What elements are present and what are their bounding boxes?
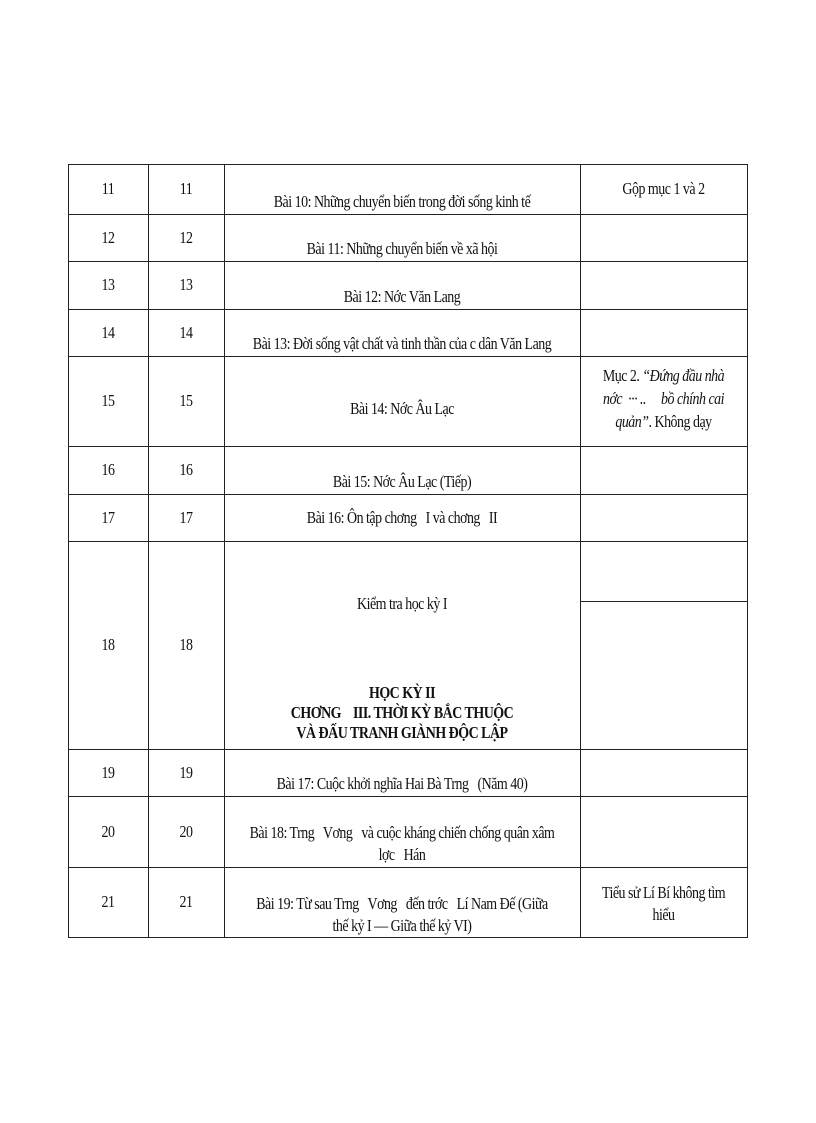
row-21-tiet: 21 [101, 892, 115, 911]
row-19-tuan: 19 [179, 762, 193, 782]
row-12-lesson: Bài 11: Những chuyển biến về xã hội [306, 239, 498, 258]
row-21-note [580, 882, 747, 926]
row-11-tiet: 11 [101, 179, 115, 198]
row-21-lesson-line1: Bài 19: Từ sau Trng Vơng đến trớc Lí Nam Đế (Giữa [256, 894, 548, 913]
row-15-tiet: 15 [101, 391, 115, 410]
row-12-tiet: 12 [101, 227, 115, 247]
row-17-tuan: 17 [179, 507, 193, 527]
table-rule [747, 164, 748, 938]
table-rule [580, 164, 581, 938]
row-13-lesson: Bài 12: Nớc Văn Lang [343, 287, 461, 306]
row-21-lesson-line2: thế kỷ I — Giữa thế kỷ VI) [332, 916, 472, 935]
row-21-lesson [224, 893, 580, 937]
row-20-tiet: 20 [101, 821, 115, 841]
row-14-lesson: Bài 13: Đời sống vật chất và tinh thần của c dân Văn Lang [252, 334, 552, 353]
chapter-title-line1: CHƠNG III. THỜI KỲ BẮC THUỘC [290, 703, 514, 722]
row-21-note-line2: hiểu [652, 905, 675, 924]
row-20-lesson-line1: Bài 18: Trng Vơng và cuộc kháng chiến chống quân xâm [249, 823, 555, 842]
row-12-tuan: 12 [179, 227, 193, 247]
row-15-tuan: 15 [179, 391, 193, 410]
semester-heading [224, 683, 580, 747]
row-19-tiet: 19 [101, 762, 115, 782]
row-21-note-line1: Tiểu sử Lí Bí không tìm [601, 883, 726, 902]
semester-heading-line1: HỌC KỲ II [368, 683, 436, 702]
row-17-lesson: Bài 16: Ôn tập chơng I và chơng II [306, 507, 498, 527]
row-18-tuan: 18 [179, 635, 193, 654]
row-15-note [595, 364, 732, 446]
row-15-note-line3: quản”. Không dạy [615, 412, 712, 431]
table-rule [68, 164, 69, 938]
table-rule [148, 164, 149, 938]
row-15-note-line1: Mục 2. “Đứng đầu nhà [602, 366, 725, 385]
row-14-tiet: 14 [101, 322, 115, 342]
row-13-tiet: 13 [101, 275, 115, 294]
row-20-lesson [224, 822, 580, 866]
row-14-tuan: 14 [179, 322, 193, 342]
table-rule [68, 937, 748, 938]
row-18-lesson: Kiểm tra học kỳ I [357, 594, 447, 613]
row-16-lesson: Bài 15: Nớc Âu Lạc (Tiếp) [332, 472, 472, 491]
row-11-tuan: 11 [179, 179, 193, 198]
row-20-tuan: 20 [179, 821, 193, 841]
row-16-tiet: 16 [101, 460, 115, 479]
row-15-lesson: Bài 14: Nớc Âu Lạc [350, 399, 454, 418]
row-16-tuan: 16 [179, 460, 193, 479]
row-15-note-line2: nớc ··· .. bồ chính cai [602, 389, 725, 408]
row-18-tiet: 18 [101, 635, 115, 654]
chapter-title-line2: VÀ ĐẤU TRANH GIÀNH ĐỘC LẬP [296, 723, 508, 742]
row-17-tiet: 17 [101, 507, 115, 527]
table-rule [580, 601, 748, 602]
row-21-tuan: 21 [179, 892, 193, 911]
row-19-lesson: Bài 17: Cuộc khởi nghĩa Hai Bà Trng (Năm 40) [276, 774, 528, 793]
row-11-lesson: Bài 10: Những chuyển biến trong đời sống kinh tế [273, 192, 531, 211]
row-11-note: Gộp mục 1 và 2 [622, 179, 705, 198]
row-13-tuan: 13 [179, 275, 193, 294]
row-20-lesson-line2: lợc Hán [378, 845, 426, 864]
